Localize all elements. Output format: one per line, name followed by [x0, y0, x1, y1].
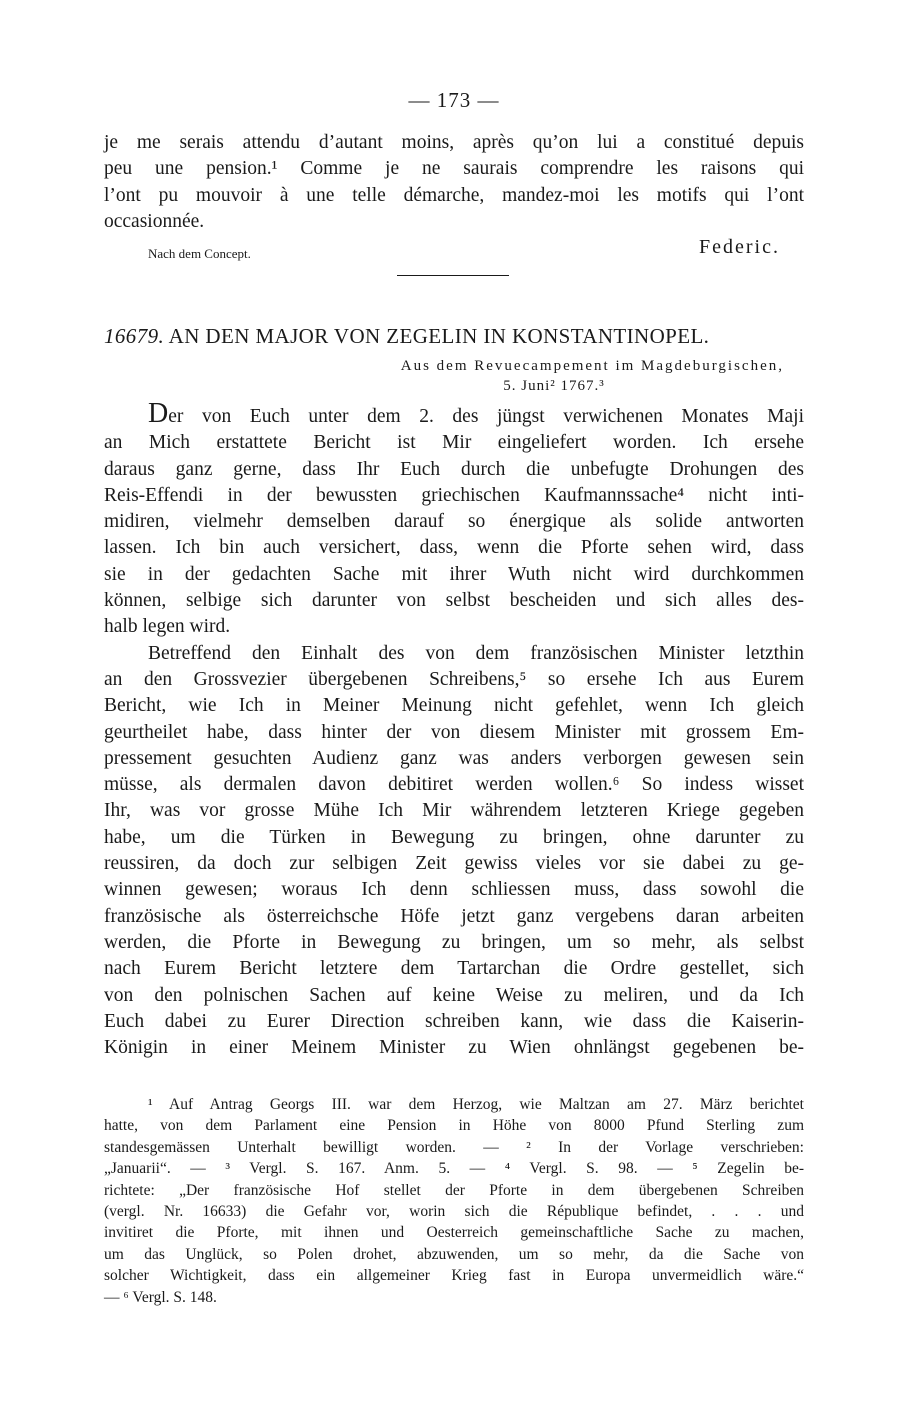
document-place: Aus dem Revuecampement im Magdeburgischen, [400, 358, 784, 374]
document-heading [104, 324, 804, 349]
text-line: peu une pension.¹ Comme je ne saurais comprendre les raisons qui [104, 158, 804, 180]
text-line: Betreffend den Einhalt des von dem französischen Minister letzthin [148, 642, 804, 664]
text-line: müsse, als dermalen davon debitiret werden wollen.⁶ So indess wisset [104, 774, 804, 796]
footnote-line: hatte, von dem Parlament eine Pension in Höhe von 8000 Pfund Sterling zum [104, 1117, 804, 1135]
text-line: pressement gesuchten Audienz ganz was anders verborgen gewesen sein [104, 747, 804, 769]
document-date: 5. Juni² 1767.³ [503, 378, 605, 394]
text-line: reussiren, da doch zur selbigen Zeit gewiss vieles vor sie dabei zu ge- [104, 853, 804, 875]
text-line: Euch dabei zu Eurer Direction schreiben kann, wie dass die Kaiserin- [104, 1010, 804, 1032]
text-line: werden, die Pforte in Bewegung zu bringen, um so mehr, als selbst [104, 931, 804, 953]
text-line: midiren, vielmehr demselben darauf so énergique als solide antworten [104, 511, 804, 533]
footnote-line: — ⁶ Vergl. S. 148. [104, 1288, 217, 1306]
text-line: je me serais attendu d’autant moins, après qu’on lui a constitué depuis [104, 132, 804, 153]
footnote-line: ¹ Auf Antrag Georgs III. war dem Herzog, wie Maltzan am 27. März berichtet [148, 1096, 804, 1113]
text-line: an den Grossvezier übergebenen Schreibens,⁵ so ersehe Ich aus Eurem [104, 668, 804, 690]
text-line: l’ont pu mouvoir à une telle démarche, mandez-moi les motifs qui l’ont [104, 184, 804, 206]
footnote-line: um das Unglück, so Polen drohet, abzuwenden, um so mehr, da die Sache von [104, 1245, 804, 1263]
footnote-line: richtete: „Der französische Hof stellet der Pforte in dem übergebenen Schreiben [104, 1181, 804, 1199]
signature: Federic. [699, 236, 780, 258]
footnotes [104, 1094, 804, 1308]
text-line: geurtheilet habe, dass hinter der von diesem Minister mit grossem Em- [104, 721, 804, 743]
drop-cap: D [148, 398, 169, 429]
text-line: sie in der gedachten Sache mit ihrer Wuth nicht wird durchkommen [104, 563, 804, 585]
section-divider [397, 275, 509, 276]
text-line: lassen. Ich bin auch versichert, dass, wenn die Pforte sehen wird, dass [104, 537, 804, 559]
footnote-line: solcher Wichtigkeit, dass ein allgemeiner Krieg fast in Europa unvermeidlich wäre.“ [104, 1267, 804, 1285]
text-line: Reis-Effendi in der bewussten griechischen Kaufmannssache⁴ nicht inti- [104, 484, 804, 506]
text-line: occasionnée. [104, 210, 205, 232]
text-line: winnen gewesen; woraus Ich denn schliessen muss, dass sowohl die [104, 879, 804, 901]
text-line: daraus ganz gerne, dass Ihr Euch durch die unbefugte Drohungen des [104, 458, 804, 480]
text-line: Ihr, was vor grosse Mühe Ich Mir währendem letzteren Kriege gegeben [104, 800, 804, 822]
text-line: Der von Euch unter dem 2. des jüngst verwichenen Monates Maji [148, 398, 804, 429]
footnote-line: invitiret die Pforte, mit ihnen und Oesterreich gemeinschaftliche Sache zu machen, [104, 1224, 804, 1242]
footnote-line: standesgemässen Unterhalt bewilligt worden. — ² In der Vorlage verschrieben: [104, 1138, 804, 1156]
footnote-line: „Januarii“. — ³ Vergl. S. 167. Anm. 5. — ⁴ Vergl. S. 98. — ⁵ Zegelin be- [104, 1160, 804, 1178]
intro-paragraph [104, 130, 804, 235]
document-title: AN DEN MAJOR VON ZEGELIN IN KONSTANTINOPEL. [168, 324, 710, 348]
text-line: halb legen wird. [104, 616, 231, 638]
document-number: 16679. [104, 324, 165, 348]
page-number: — 173 — [408, 88, 500, 112]
text-line: an Mich erstattete Bericht ist Mir eingeliefert worden. Ich ersehe [104, 432, 804, 454]
letter-body [104, 398, 804, 1061]
source-note: Nach dem Concept. [148, 246, 251, 261]
text-line: können, selbige sich darunter von selbst bescheiden und sich alles des- [104, 590, 804, 612]
footnote-line: (vergl. Nr. 16633) die Gefahr vor, worin sich die République befindet, . . . und [104, 1203, 804, 1221]
text-line: Königin in einer Meinem Minister zu Wien ohnlängst gegebenen be- [104, 1037, 804, 1059]
text-line: französische als österreichsche Höfe jetzt ganz vergebens daran arbeiten [104, 905, 804, 927]
text-line: Bericht, wie Ich in Meiner Meinung nicht gefehlet, wenn Ich gleich [104, 695, 804, 717]
text-line: nach Eurem Bericht letztere dem Tartarchan die Ordre gestellet, sich [104, 958, 804, 980]
text-line: habe, um die Türken in Bewegung zu bringen, ohne darunter zu [104, 826, 804, 848]
text-line: von den polnischen Sachen auf keine Weise zu meliren, und da Ich [104, 984, 804, 1006]
